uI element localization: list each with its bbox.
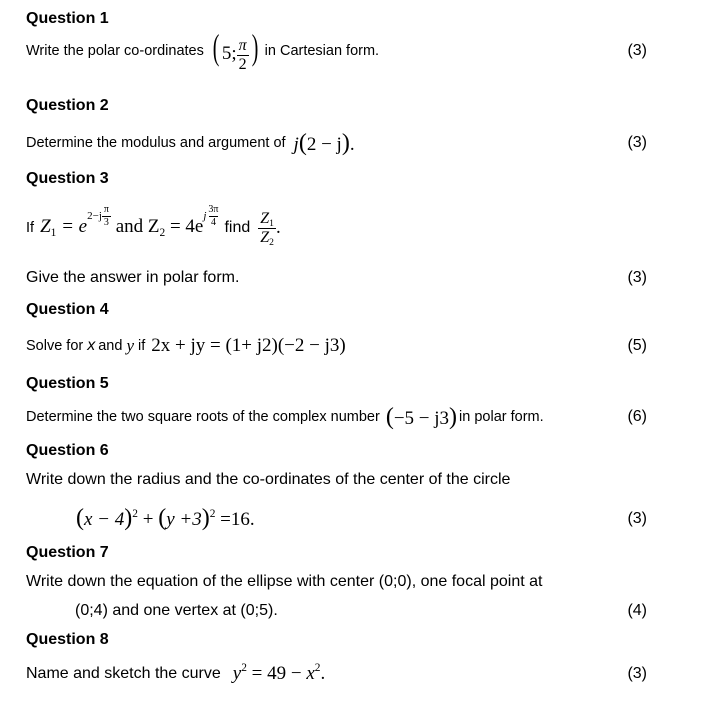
question-3-text2: Give the answer in polar form. [26, 269, 240, 286]
question-2-math: j(2 − j). [293, 129, 355, 156]
question-1-body [26, 28, 379, 74]
question-7-text2: (0;4) and one vertex at (0;5). [75, 602, 278, 619]
question-2-body [26, 128, 355, 158]
question-1-heading: Question 1 [26, 10, 109, 27]
question-6-math: $(x - 4)^2 + (y +3)^2 =16$. [76, 504, 255, 531]
question-6-text: Write down the radius and the co-ordinates of the center of the circle [26, 471, 511, 488]
question-3-find: find [224, 219, 251, 236]
question-1-marks: (3) [627, 42, 647, 59]
question-5-text-after: in polar form. [459, 409, 544, 425]
question-1-text: Write the polar co-ordinates [26, 43, 204, 59]
question-5-marks: (6) [627, 408, 647, 425]
question-5-text: Determine the two square roots of the complex number [26, 409, 380, 425]
question-5-body [26, 402, 544, 432]
question-8-heading: Question 8 [26, 631, 109, 648]
question-5-heading: Question 5 [26, 375, 109, 392]
question-5-math: (−5 − j3) [385, 403, 458, 430]
question-3-fraction: $\frac{Z_1}{Z_2}$ . [260, 209, 281, 248]
question-2-marks: (3) [627, 134, 647, 151]
question-4-marks: (5) [627, 337, 647, 354]
question-3-math: $Z_1 = e2-j$ $\frac{\pi}{3}$ and $Z_2 = 4ej$ $\frac{3\pi}{4}$ [40, 204, 219, 239]
question-6-heading: Question 6 [26, 442, 109, 459]
question-3-body [26, 200, 281, 256]
question-4-text: Solve for [26, 338, 84, 354]
question-1-math: ( 5; $\frac{\pi}{2}$ ) [212, 27, 258, 73]
question-4-x: x [87, 337, 96, 354]
question-7-marks: (4) [627, 602, 647, 619]
question-4-and: and [98, 338, 123, 354]
question-3-marks: (3) [627, 269, 647, 286]
question-8-marks: (3) [627, 665, 647, 682]
question-2-heading: Question 2 [26, 97, 109, 114]
question-1-text-after: in Cartesian form. [264, 43, 380, 59]
question-6-marks: (3) [627, 510, 647, 527]
question-7-text: Write down the equation of the ellipse with center (0;0), one focal point at [26, 573, 543, 590]
question-4-if: if [137, 338, 146, 354]
question-3-if: If [26, 220, 35, 236]
question-3-heading: Question 3 [26, 170, 109, 187]
question-4-body [26, 331, 346, 361]
question-8-body [26, 659, 325, 689]
question-8-text: Name and sketch the curve [26, 665, 221, 682]
question-8-math: $y^2 = 49 - x^2$. [232, 662, 326, 684]
question-4-math: 2x + jy = (1+ j2)(−2 − j3) [151, 335, 346, 356]
question-4-heading: Question 4 [26, 301, 109, 318]
question-4-y: y [126, 336, 134, 355]
question-7-heading: Question 7 [26, 544, 109, 561]
question-2-text: Determine the modulus and argument of [26, 135, 286, 151]
